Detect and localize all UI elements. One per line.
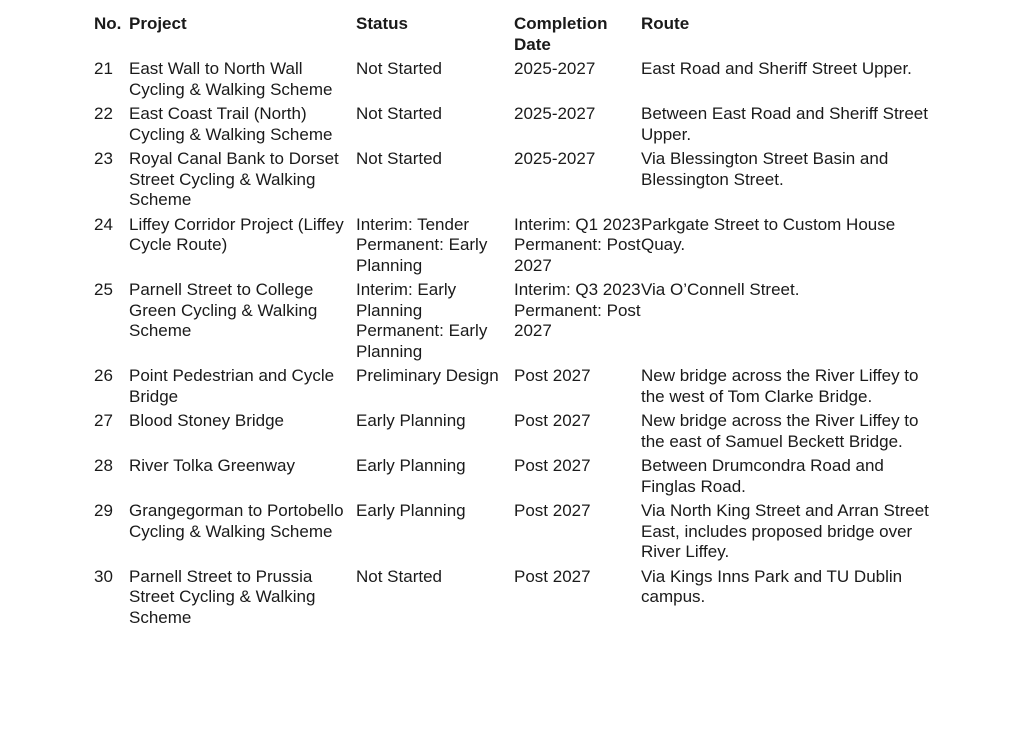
cell-no: 28 — [94, 456, 113, 475]
header-route: Route — [641, 14, 690, 33]
cell-status: Not Started — [356, 59, 442, 78]
cell-status: Interim: Early Planning Permanent: Early Planning — [356, 280, 488, 361]
cell-project: Grangegorman to Portobello Cycling & Walking Scheme — [129, 501, 344, 541]
cell-status: Early Planning — [356, 411, 466, 430]
table-row — [94, 366, 941, 411]
cell-status: Not Started — [356, 149, 442, 168]
cell-completion-date: 2025-2027 — [514, 149, 596, 168]
cell-project: Liffey Corridor Project (Liffey Cycle Route) — [129, 214, 344, 254]
cell-completion-date: Post 2027 — [514, 566, 591, 586]
table-row — [94, 59, 941, 104]
cell-project: East Coast Trail (North) Cycling & Walking Scheme — [129, 104, 333, 144]
cell-completion-date: Post 2027 — [514, 501, 591, 520]
cell-route: Via North King Street and Arran Street East, includes proposed bridge over River Liffey. — [641, 501, 929, 561]
table-row — [94, 501, 941, 567]
cell-completion-date: Post 2027 — [514, 366, 591, 385]
cell-route: Via Blessington Street Basin and Blessington Street. — [641, 149, 889, 189]
cell-status: Interim: Tender Permanent: Early Planning — [356, 214, 488, 275]
cell-project: Blood Stoney Bridge — [129, 411, 284, 430]
cell-route: East Road and Sheriff Street Upper. — [641, 59, 912, 78]
cell-route: Via O’Connell Street. — [641, 280, 800, 299]
cell-no: 24 — [94, 214, 113, 234]
table-header-row — [94, 14, 941, 59]
projects-table — [94, 14, 941, 632]
header-status: Status — [356, 14, 408, 33]
cell-completion-date: Interim: Q1 2023 Permanent: Post 2027 — [514, 214, 641, 275]
cell-no: 21 — [94, 59, 113, 78]
cell-project: East Wall to North Wall Cycling & Walking Scheme — [129, 59, 333, 99]
table-row — [94, 411, 941, 456]
cell-status: Preliminary Design — [356, 366, 499, 385]
cell-no: 23 — [94, 149, 113, 168]
cell-project: Parnell Street to Prussia Street Cycling & Walking Scheme — [129, 566, 316, 627]
cell-completion-date: 2025-2027 — [514, 104, 596, 123]
cell-route: Between Drumcondra Road and Finglas Road. — [641, 456, 884, 496]
cell-no: 27 — [94, 411, 113, 430]
cell-completion-date: Interim: Q3 2023 Permanent: Post 2027 — [514, 280, 641, 340]
cell-route: New bridge across the River Liffey to the east of Samuel Beckett Bridge. — [641, 411, 919, 451]
table-row — [94, 149, 941, 215]
cell-route: Parkgate Street to Custom House Quay. — [641, 214, 896, 254]
cell-route: Via Kings Inns Park and TU Dublin campus. — [641, 566, 903, 606]
cell-no: 25 — [94, 280, 113, 299]
cell-no: 26 — [94, 366, 113, 385]
cell-project: Point Pedestrian and Cycle Bridge — [129, 366, 335, 406]
cell-project: Parnell Street to College Green Cycling & Walking Scheme — [129, 280, 318, 340]
cell-route: New bridge across the River Liffey to the west of Tom Clarke Bridge. — [641, 366, 919, 406]
cell-completion-date: Post 2027 — [514, 456, 591, 475]
header-completion-date: Completion Date — [514, 14, 608, 54]
table-row — [94, 215, 941, 281]
table-row — [94, 104, 941, 149]
header-no: No. — [94, 14, 122, 33]
table-row — [94, 280, 941, 366]
table-row — [94, 567, 941, 633]
cell-no: 30 — [94, 566, 113, 586]
cell-completion-date: 2025-2027 — [514, 59, 596, 78]
cell-completion-date: Post 2027 — [514, 411, 591, 430]
cell-project: River Tolka Greenway — [129, 456, 295, 475]
cell-route: Between East Road and Sheriff Street Upper. — [641, 104, 928, 144]
cell-status: Not Started — [356, 104, 442, 123]
cell-no: 29 — [94, 501, 113, 520]
cell-no: 22 — [94, 104, 113, 123]
table-row — [94, 456, 941, 501]
cell-status: Early Planning — [356, 456, 466, 475]
header-project: Project — [129, 14, 187, 33]
cell-status: Not Started — [356, 566, 442, 586]
cell-status: Early Planning — [356, 501, 466, 520]
cell-project: Royal Canal Bank to Dorset Street Cycling & Walking Scheme — [129, 149, 339, 209]
